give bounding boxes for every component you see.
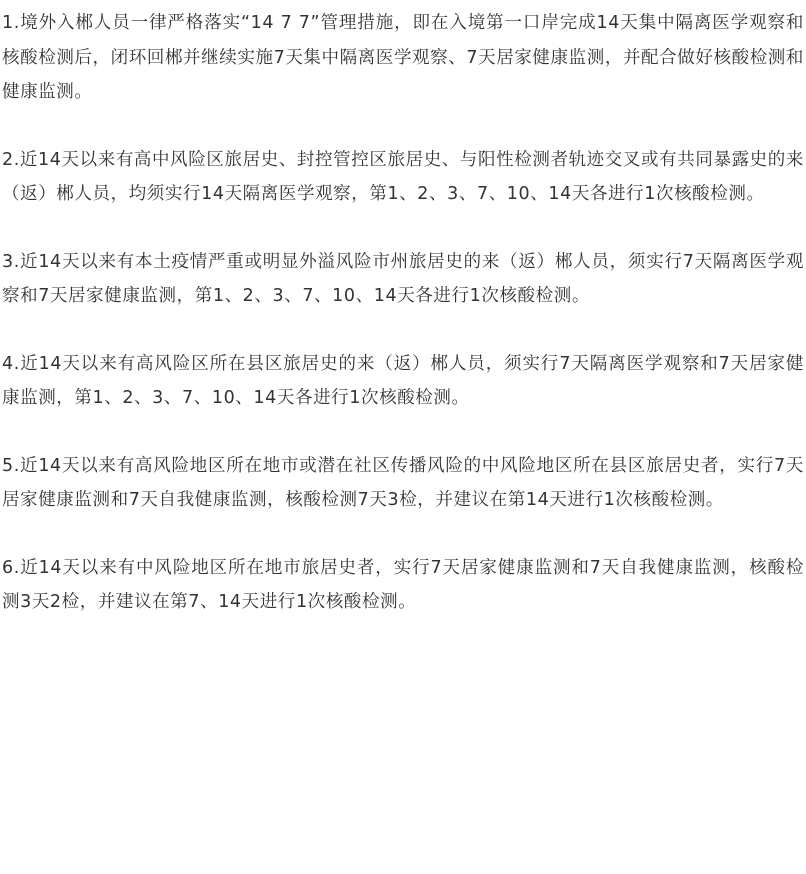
paragraph-4: 4.近14天以来有高风险区所在县区旅居史的来（返）郴人员，须实行7天隔离医学观察和7天居家健康监测，第1、2、3、7、10、14天各进行1次核酸检测。	[2, 353, 804, 408]
paragraph-6: 6.近14天以来有中风险地区所在地市旅居史者，实行7天居家健康监测和7天自我健康监测，核酸检测3天2检，并建议在第7、14天进行1次核酸检测。	[2, 557, 804, 612]
paragraph-spacer	[0, 110, 806, 143]
paragraph-2: 2.近14天以来有高中风险区旅居史、封控管控区旅居史、与阳性检测者轨迹交叉或有共同暴露史的来（返）郴人员，均须实行14天隔离医学观察，第1、2、3、7、10、14天各进行1次核酸检测。	[2, 149, 804, 204]
paragraph-3: 3.近14天以来有本土疫情严重或明显外溢风险市州旅居史的来（返）郴人员，须实行7天隔离医学观察和7天居家健康监测，第1、2、3、7、10、14天各进行1次核酸检测。	[2, 251, 804, 306]
paragraph-1: 1.境外入郴人员一律严格落实“14 7 7”管理措施，即在入境第一口岸完成14天集中隔离医学观察和核酸检测后，闭环回郴并继续实施7天集中隔离医学观察、7天居家健康监测，并配合做好核酸检测和健康监测。	[2, 13, 804, 102]
paragraph-spacer	[0, 212, 806, 245]
paragraph-spacer	[0, 314, 806, 347]
paragraph-spacer	[0, 518, 806, 551]
paragraph-5: 5.近14天以来有高风险地区所在地市或潜在社区传播风险的中风险地区所在县区旅居史者，实行7天居家健康监测和7天自我健康监测，核酸检测7天3检，并建议在第14天进行1次核酸检测。	[2, 455, 804, 510]
paragraph-spacer	[0, 416, 806, 449]
